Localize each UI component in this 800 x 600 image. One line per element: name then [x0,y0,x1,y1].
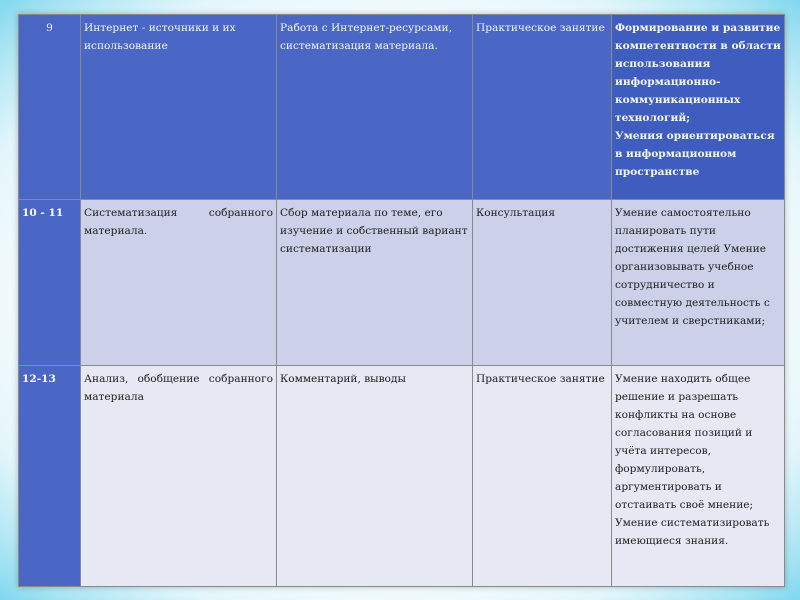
competence-cell [612,200,785,366]
lesson-plan-table [18,14,785,587]
form-cell: Практическое занятие [473,15,612,200]
competence-line: Умение находить общее решение и разрешать конфликты на основе согласования позиций и учёта интересов, формулировать, аргументировать и отстаивать своё мнение; [615,373,754,511]
competence-cell [612,15,785,200]
lesson-number-cell: 10 - 11 [19,200,81,366]
table-row [19,15,785,200]
activity-cell: Комментарий, выводы [277,366,473,587]
topic-cell: Систематизация собранного материала. [81,200,277,366]
lesson-number-cell: 12-13 [19,366,81,587]
form-cell: Консультация [473,200,612,366]
competence-cell [612,366,785,587]
topic-cell: Интернет - источники и их использование [81,15,277,200]
competence-line: Умения ориентироваться в информационном пространстве [615,130,775,178]
table-row [19,200,785,366]
competence-line: Формирование и развитие компетентности в области использования информационно-коммуникационных технологий; [615,22,781,124]
competence-line: Умение самостоятельно планировать пути достижения целей Умение организовывать учебное сотрудничество и совместную деятельность с учителем и сверстниками; [615,207,770,327]
form-cell: Практическое занятие [473,366,612,587]
activity-cell: Сбор материала по теме, его изучение и собственный вариант систематизации [277,200,473,366]
lesson-number-cell: 9 [19,15,81,200]
activity-cell: Работа с Интернет-ресурсами, систематизация материала. [277,15,473,200]
topic-cell: Анализ, обобщение собранного материала [81,366,277,587]
competence-line: Умение систематизировать имеющиеся знания. [615,517,770,547]
table-row [19,366,785,587]
